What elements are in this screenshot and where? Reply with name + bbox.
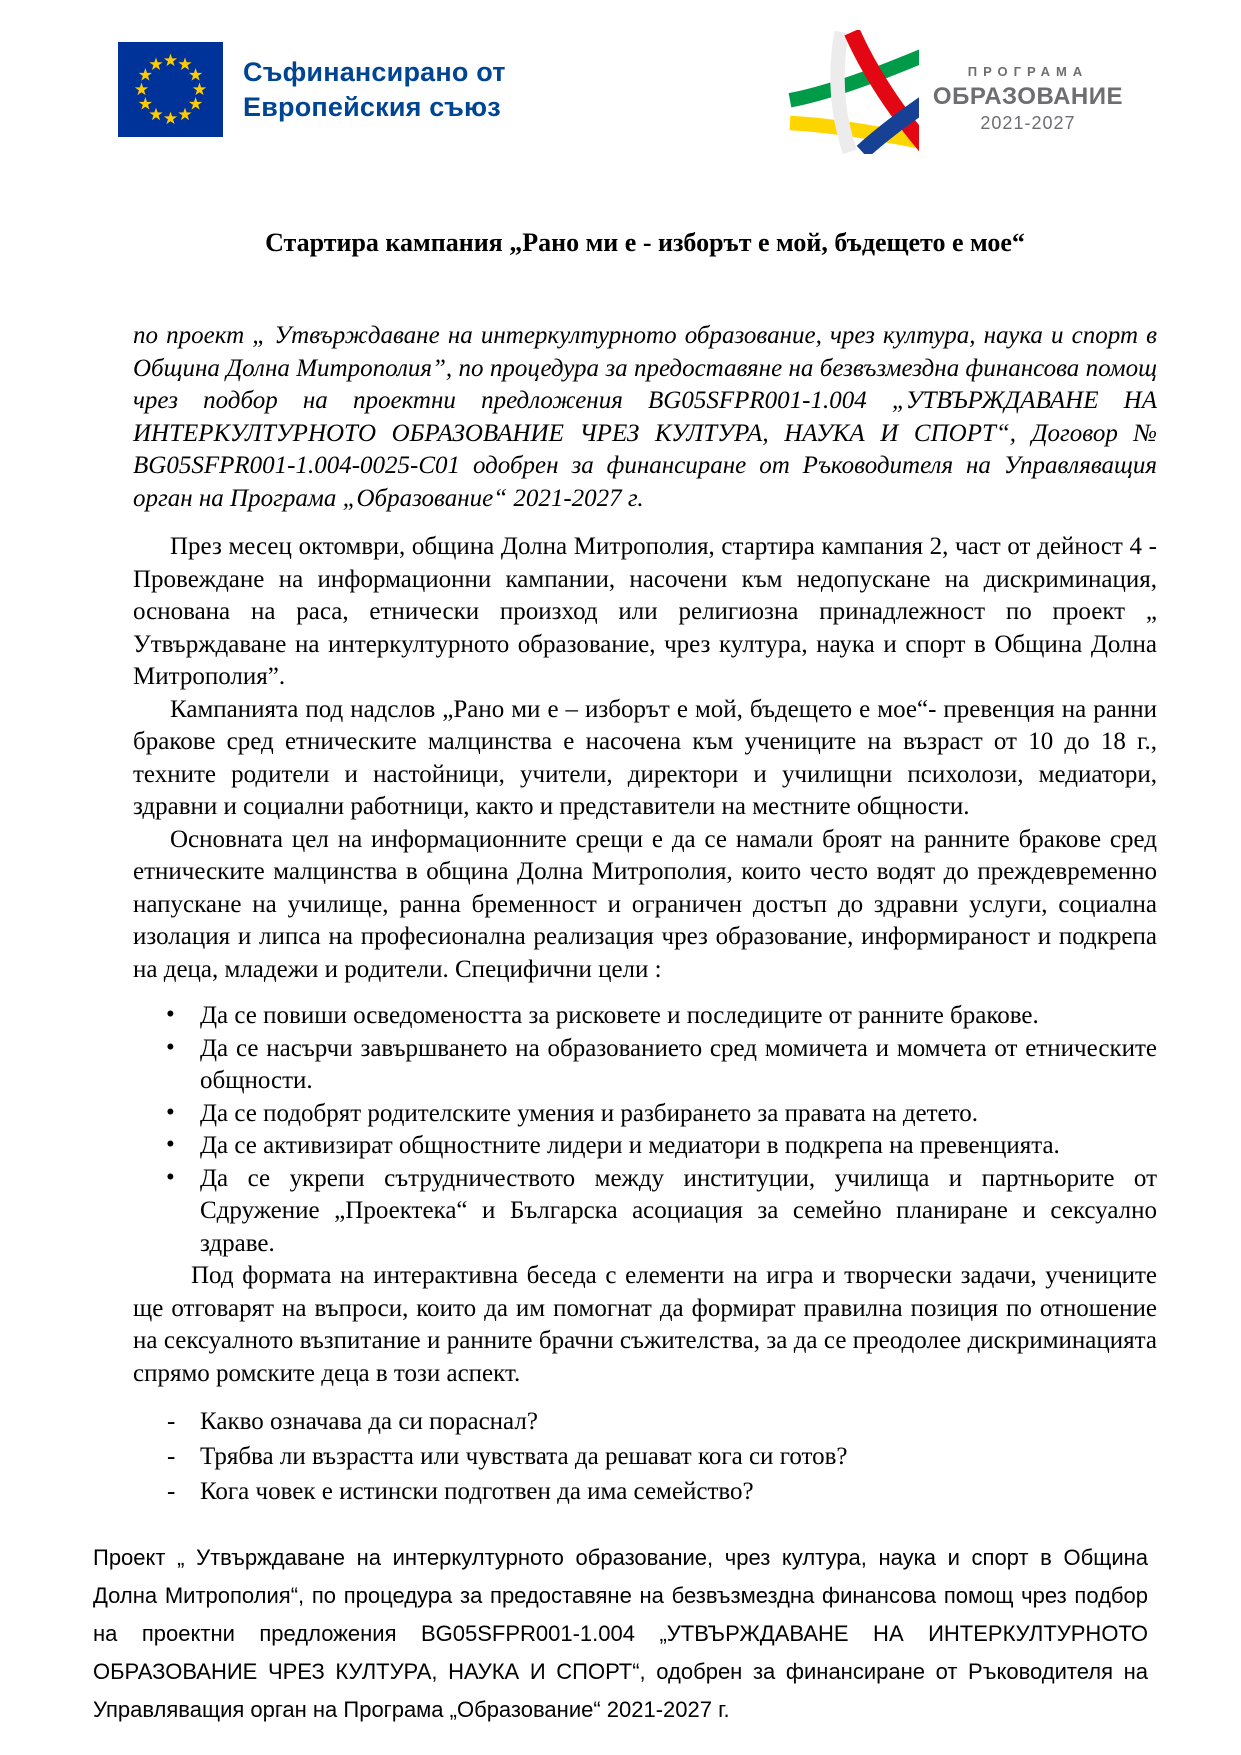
bullet-marker-icon: •	[166, 1001, 175, 1028]
dash-marker-icon: -	[167, 1443, 176, 1470]
bullet-marker-icon: •	[166, 1163, 175, 1191]
intro-project-paragraph: по проект „ Утвърждаване на интеркултурното образование, чрез култура, наука и спорт в Община Долна Митрополия”, по процедура за предоставяне на безвъзмездна финансова помощ чрез подбор на проектни предложения BG05SFPR001-1.004 „УТВЪРЖДАВАНЕ НА ИНТЕРКУЛТУРНОТО ОБРАЗОВАНИЕ ЧРЕЗ КУЛТУРА, НАУКА И СПОРТ“, Договор № BG05SFPR001-1.004-0025-C01 одобрен за финансиране от Ръководителя на Управляващия орган на Програма „Образование“ 2021-2027 г.	[133, 322, 1157, 512]
eu-logo-text-line2: Европейския съюз	[243, 91, 501, 122]
program-education-logo	[787, 30, 1123, 154]
program-logo-text	[933, 64, 1123, 134]
list-item-text: Да се насърчи завършването на образованието сред момичета и момчета от етническите общности.	[200, 1034, 1157, 1094]
list-item-text: Какво означава да си пораснал?	[200, 1408, 538, 1435]
eu-cofunded-logo	[118, 42, 506, 137]
list-item-text: Кога човек е истински подготвен да има семейство?	[200, 1478, 754, 1505]
list-item	[133, 1474, 1157, 1509]
bullet-marker-icon: •	[166, 1098, 175, 1126]
paragraph-campaign-slogan: Кампанията под надслов „Рано ми е – изборът е мой, бъдещето е мое“- превенция на ранни бракове сред етническите малцинства е насочена към учениците на възраст от 10 до 18 г., техните родители и настойници, учители, директори и училищни психолози, медиатори, здравни и социални работници, както и представители на местните общности.	[133, 695, 1157, 820]
list-item-text: Трябва ли възрастта или чувствата да решават кога си готов?	[200, 1443, 848, 1470]
eu-flag-icon	[118, 42, 223, 137]
list-item-text: Да се укрепи сътрудничеството между институции, училища и партньорите от Сдружение „Проектека“ и Българска асоциация за семейно планиране и сексуално здраве.	[200, 1164, 1157, 1257]
footer	[93, 1539, 1148, 1729]
program-ribbons-icon	[787, 30, 919, 154]
eu-logo-text-line1: Съфинансирано от	[243, 56, 506, 87]
program-logo-program-label: ПРОГРАМА	[967, 64, 1089, 79]
list-item	[133, 1404, 1157, 1439]
list-item	[133, 1033, 1157, 1098]
list-item-text: Да се повиши осведомеността за рисковете и последиците от ранните бракове.	[200, 1002, 1039, 1029]
header	[0, 0, 1241, 154]
program-logo-education-label: ОБРАЗОВАНИЕ	[932, 83, 1123, 110]
document-body	[133, 228, 1157, 1509]
list-item	[133, 1000, 1157, 1033]
bullet-marker-icon: •	[166, 1033, 175, 1061]
list-item-text: Да се подобрят родителските умения и разбирането за правата на детето.	[200, 1099, 979, 1127]
list-item-text: Да се активизират общностните лидери и медиатори в подкрепа на превенцията.	[200, 1132, 1060, 1159]
dash-marker-icon: -	[167, 1478, 176, 1505]
page-title: Стартира кампания „Рано ми е - изборът е мой, бъдещето е мое“	[265, 228, 1025, 257]
list-item	[133, 1439, 1157, 1474]
program-logo-years-label: 2021-2027	[980, 113, 1076, 133]
list-item	[133, 1130, 1157, 1163]
questions-list	[133, 1404, 1157, 1509]
paragraph-interactive-format: Под формата на интерактивна беседа с елементи на игра и творчески задачи, учениците ще отговарят на въпроси, които да им помогнат да формират правилна позиция по отношение на сексуалното възпитание и ранните брачни съжителства, за да се преодолее дискриминацията спрямо ромските деца в този аспект.	[133, 1262, 1157, 1387]
bullet-marker-icon: •	[166, 1131, 175, 1158]
footer-project-description: Проект „ Утвърждаване на интеркултурното образование, чрез култура, наука и спорт в Община Долна Митрополия“, по процедура за предоставяне на безвъзмездна финансова помощ чрез подбор на проектни предложения BG05SFPR001-1.004 „УТВЪРЖДАВАНЕ НА ИНТЕРКУЛТУРНОТО ОБРАЗОВАНИЕ ЧРЕЗ КУЛТУРА, НАУКА И СПОРТ“, одобрен за финансиране от Ръководителя на Управляващия орган на Програма „Образование“ 2021-2027 г.	[93, 1545, 1148, 1722]
eu-logo-text	[243, 55, 506, 124]
dash-marker-icon: -	[167, 1408, 176, 1435]
list-item	[133, 1098, 1157, 1131]
paragraph-campaign-start: През месец октомври, община Долна Митрополия, стартира кампания 2, част от дейност 4 - Провеждане на информационни кампании, насочени към недопускане на дискриминация, основана на раса, етнически произход или религиозна принадлежност по проект „ Утвърждаване на интеркултурното образование, чрез култура, наука и спорт в Община Долна Митрополия”.	[133, 533, 1157, 690]
paragraph-main-goal: Основната цел на информационните срещи е да се намали броят на ранните бракове сред етническите малцинства в община Долна Митрополия, които често водят до преждевременно напускане на училище, ранна бременност и ограничен достъп до здравни услуги, социална изолация и липса на професионална реализация чрез образование, информираност и подкрепа на деца, младежи и родители. Специфични цели :	[133, 825, 1157, 983]
specific-goals-list	[133, 1000, 1157, 1260]
list-item	[133, 1163, 1157, 1261]
